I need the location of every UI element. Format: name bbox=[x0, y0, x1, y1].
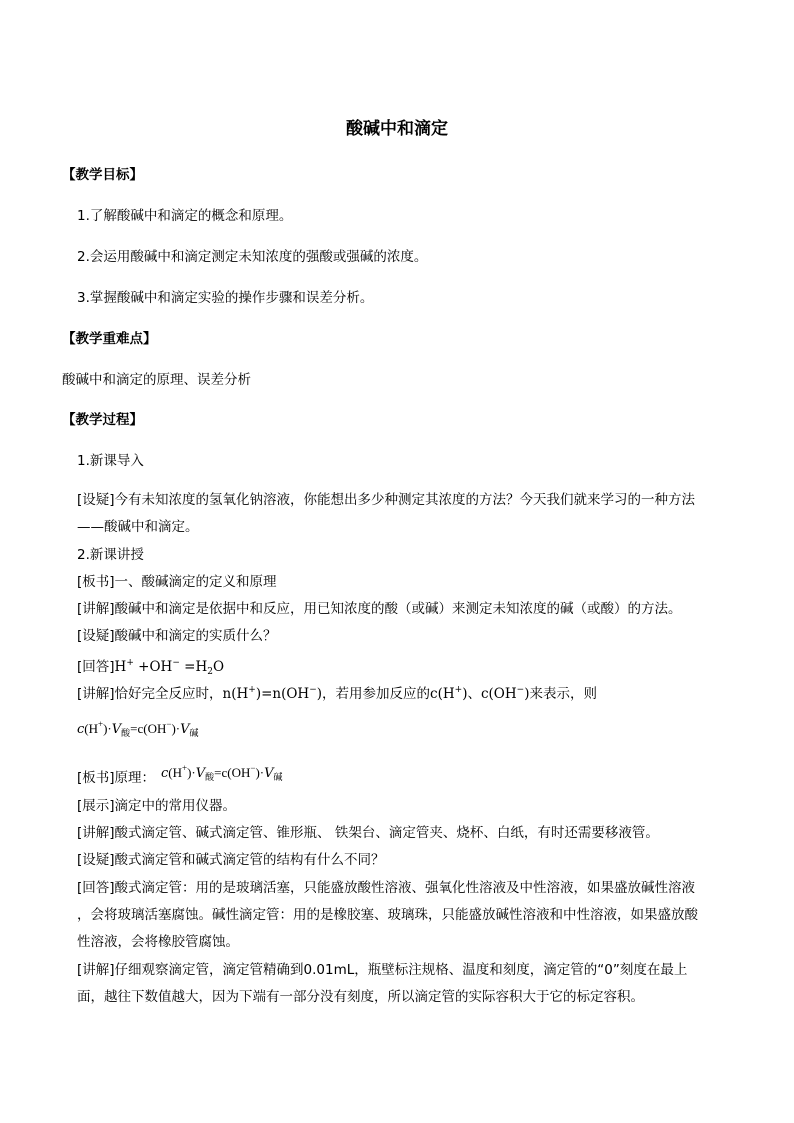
oh-ion: OH− bbox=[149, 658, 180, 675]
objectives-heading: 【教学目标】 bbox=[62, 167, 143, 183]
intro-question-line-2: ——酸碱中和滴定。 bbox=[77, 519, 199, 535]
teach-heading: 2.新课讲授 bbox=[77, 547, 144, 563]
board-2-label: [板书]原理： bbox=[77, 770, 156, 786]
explain-4-line-1: [讲解]仔细观察滴定管，滴定管精确到0.01mL，瓶壁标注规格、温度和刻度，滴定管的“0”刻度在最上 bbox=[77, 962, 688, 978]
show-1: [展示]滴定中的常用仪器。 bbox=[77, 798, 237, 814]
explain-4-line-2: 面，越往下数值越大，因为下端有一部分没有刻度，所以滴定管的实际容积大于它的标定容积。 bbox=[77, 989, 644, 1005]
principle-formula: $c(H^+)\cdot V_酸=c(OH^-)\cdot V_碱$ bbox=[161, 763, 283, 782]
objective-3: 3.掌握酸碱中和滴定实验的操作步骤和误差分析。 bbox=[77, 290, 374, 306]
process-heading: 【教学过程】 bbox=[62, 412, 143, 428]
mole-equation: n(H+)=n(OH−) bbox=[222, 685, 323, 702]
answer-1-prefix: [回答] bbox=[77, 659, 115, 675]
keypoints-heading: 【教学重难点】 bbox=[62, 331, 157, 347]
explain-1: [讲解]酸碱中和滴定是依据中和反应，用已知浓度的酸（或碱）来测定未知浓度的碱（或酸）的方法。 bbox=[77, 601, 682, 617]
answer-2-line-2: ，会将玻璃活塞腐蚀。碱性滴定管：用的是橡胶塞、玻璃珠，只能盛放碱性溶液和中性溶液，如果盛放酸 bbox=[77, 907, 698, 923]
concentration-terms: c(H+)、c(OH−) bbox=[430, 685, 530, 702]
question-2: [设疑]酸式滴定管和碱式滴定管的结构有什么不同？ bbox=[77, 852, 385, 868]
board-1: [板书]一、酸碱滴定的定义和原理 bbox=[77, 574, 277, 590]
answer-2-line-3: 性溶液，会将橡胶管腐蚀。 bbox=[77, 934, 239, 950]
question-1: [设疑]酸碱中和滴定的实质什么？ bbox=[77, 628, 277, 644]
water-formula: $=H_2O$ bbox=[184, 659, 225, 677]
keypoints-text: 酸碱中和滴定的原理、误差分析 bbox=[62, 372, 251, 388]
answer-1: [回答]$H^+ +OH^- =H_2O$ bbox=[77, 658, 225, 677]
h-ion: H+ bbox=[114, 658, 134, 675]
titration-formula: $c(H^+)\cdot V_酸=c(OH^-)\cdot V_碱$ bbox=[77, 719, 199, 738]
answer-2-line-1: [回答]酸式滴定管：用的是玻璃活塞，只能盛放酸性溶液、强氧化性溶液及中性溶液，如果盛放碱性溶液 bbox=[77, 880, 696, 896]
intro-question-line-1: [设疑]今有未知浓度的氢氧化钠溶液，你能想出多少种测定其浓度的方法？今天我们就来学习的一种方法 bbox=[77, 492, 696, 508]
page-title: 酸碱中和滴定 bbox=[346, 119, 448, 139]
objective-1: 1.了解酸碱中和滴定的概念和原理。 bbox=[77, 208, 293, 224]
objective-2: 2.会运用酸碱中和滴定测定未知浓度的强酸或强碱的浓度。 bbox=[77, 249, 428, 265]
intro-heading: 1.新课导入 bbox=[77, 453, 144, 469]
explain-2: [讲解]恰好完全反应时，n(H+)=n(OH−)，若用参加反应的c(H+)、c(OH−)来表示，则 bbox=[77, 685, 597, 702]
explain-3: [讲解]酸式滴定管、碱式滴定管、锥形瓶、 铁架台、滴定管夹、烧杯、白纸，有时还需要移液管。 bbox=[77, 825, 659, 841]
